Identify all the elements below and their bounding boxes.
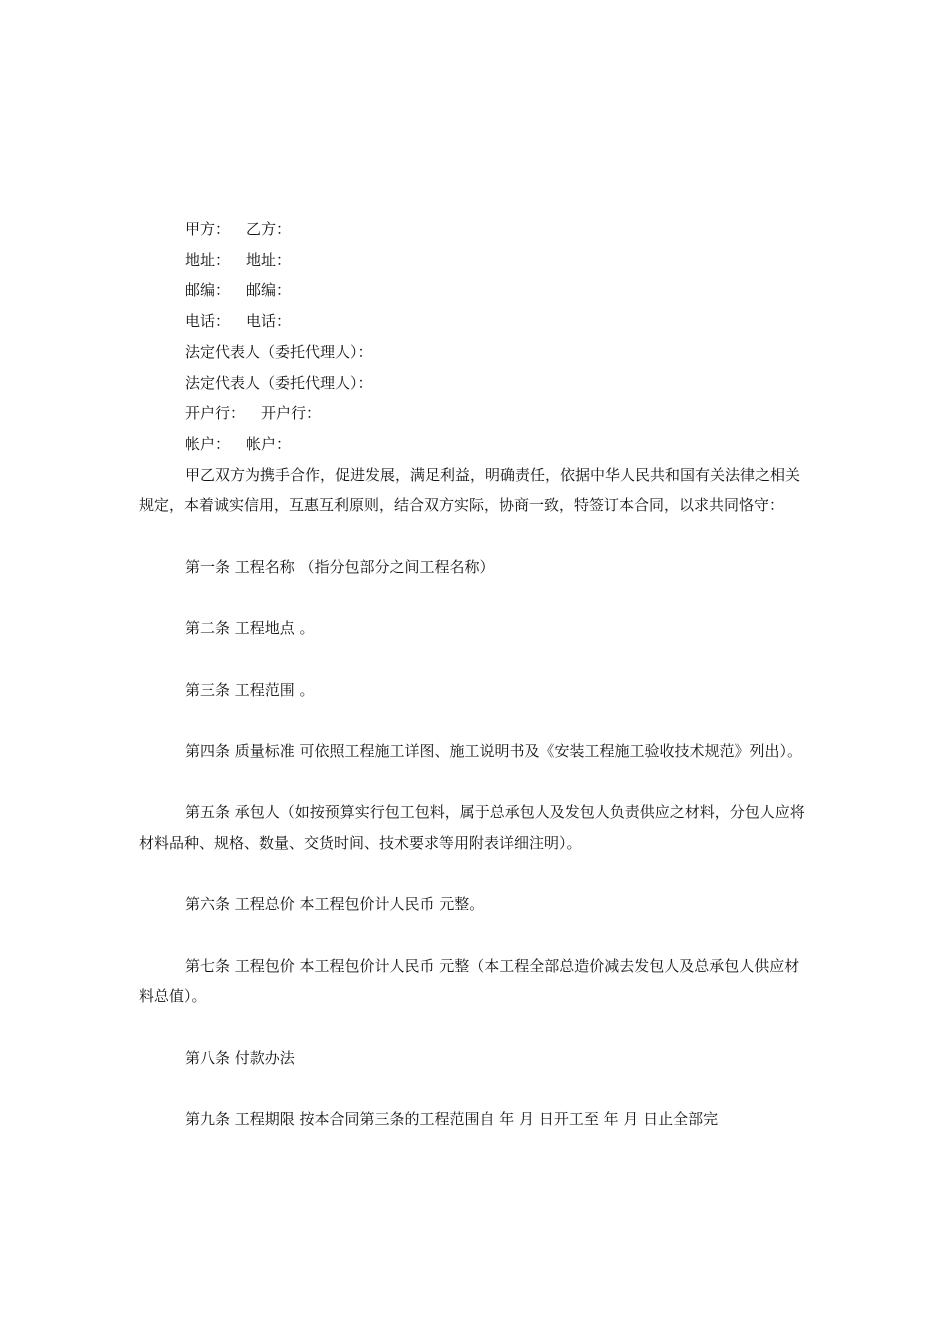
bank-b-label: 开户行： xyxy=(261,404,322,423)
postcode-a-label: 邮编： xyxy=(185,281,231,300)
postcode-b-label: 邮编： xyxy=(246,281,292,300)
address-a-label: 地址： xyxy=(185,250,231,269)
preamble-paragraph: 甲乙双方为携手合作，促进发展，满足利益，明确责任，依据中华人民共和国有关法律之相关规定，本着诚实信用，互惠互利原则，结合双方实际，协商一致，特签订本合同，以求共同恪守： xyxy=(139,465,801,515)
article-8: 第八条 付款办法 xyxy=(185,1048,295,1067)
party-b-label: 乙方： xyxy=(246,220,292,238)
party-line xyxy=(139,214,809,245)
phone-b-label: 电话： xyxy=(246,312,292,331)
account-b-label: 帐户： xyxy=(246,434,292,453)
article-9: 第九条 工程期限 按本合同第三条的工程范围自 年 月 日开工至 年 月 日止全部完 xyxy=(185,1110,719,1129)
account-line xyxy=(139,429,809,460)
article-6: 第六条 工程总价 本工程包价计人民币 元整。 xyxy=(185,895,485,914)
phone-a-label: 电话： xyxy=(185,312,231,331)
address-b-label: 地址： xyxy=(246,250,292,269)
bank-a-label: 开户行： xyxy=(185,404,246,423)
article-7: 第七条 工程包价 本工程包价计人民币 元整（本工程全部总造价减去发包人及总承包人供应材料总值）。 xyxy=(139,956,800,1006)
address-line xyxy=(139,245,809,276)
bank-line xyxy=(139,398,809,429)
postcode-line xyxy=(139,275,809,306)
article-3: 第三条 工程范围 。 xyxy=(185,680,315,699)
phone-line xyxy=(139,306,809,337)
article-5: 第五条 承包人（如按预算实行包工包料，属于总承包人及发包人负责供应之材料，分包人应将材料品种、规格、数量、交货时间、技术要求等用附表详细注明）。 xyxy=(139,803,805,852)
article-1: 第一条 工程名称 （指分包部分之间工程名称） xyxy=(185,557,495,576)
contract-body xyxy=(139,214,809,1135)
legal-rep-b-line: 法定代表人（委托代理人）： xyxy=(185,373,373,392)
party-a-label: 甲方： xyxy=(185,220,231,238)
article-2: 第二条 工程地点 。 xyxy=(185,619,315,638)
legal-rep-a-line: 法定代表人（委托代理人）： xyxy=(185,342,373,361)
article-4: 第四条 质量标准 可依照工程施工详图、施工说明书及《安装工程施工验收技术规范》列出）。 xyxy=(185,741,803,760)
account-a-label: 帐户： xyxy=(185,434,231,453)
